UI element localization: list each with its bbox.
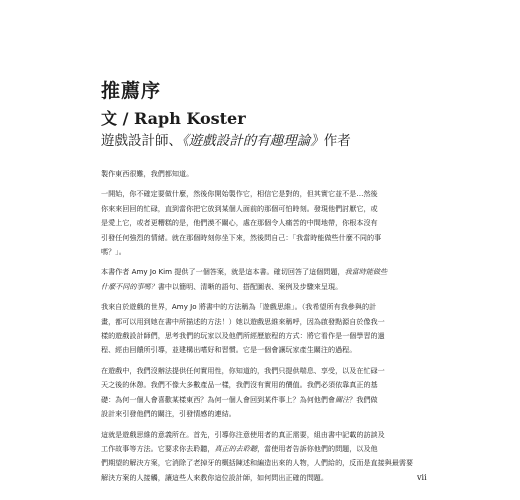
emphasized-text: 什麼不同的事嗎？: [101, 281, 158, 291]
text-line: [101, 378, 423, 392]
text-line: [101, 231, 423, 245]
text-line: [101, 280, 423, 294]
text-run: 嗎？」。: [101, 247, 126, 257]
text-line: [101, 456, 423, 470]
emphasized-text: 我當時能做些: [344, 267, 388, 277]
text-line: [101, 265, 423, 279]
foreword-page: [101, 80, 423, 491]
body-paragraph: [101, 300, 423, 358]
text-run: 引發任何強烈的情緒。就在那個時刻你坐下來，然後問自己：「我當時能做些什麼不同的事: [101, 232, 382, 242]
body-paragraph: [101, 167, 423, 181]
text-run: 樣的遊戲設計師們，思考我們的玩家以及他們所經歷旅程的方式：將它看作是一個學習的過: [101, 331, 385, 341]
text-run: 設計來引發他們的關注，引發情感的連結。: [101, 409, 236, 419]
section-title: 推薦序: [101, 80, 162, 102]
author-byline: 文 / Raph Koster: [101, 109, 246, 128]
body-paragraph: [101, 265, 423, 294]
text-line: [101, 407, 423, 421]
text-line: [101, 167, 423, 181]
text-run: ，當使用者告訴你他們的問題，以及他: [257, 443, 378, 453]
text-run: ？我們做: [349, 394, 378, 404]
text-run: 天之後的休憩。我們不像大多數產品一樣，我們沒有實用的價值。我們必須依靠真正的基: [101, 380, 378, 390]
text-run: 製作東西很難，我們都知道。: [101, 169, 194, 178]
text-line: [101, 442, 423, 456]
text-line: [101, 300, 423, 314]
body-paragraph: [101, 428, 423, 486]
emphasized-text: 關注: [335, 394, 350, 404]
text-run: 程、經由回饋所引導，並建構出嗜好和習慣。它是一個會讓玩家產生關注的過程。: [101, 345, 357, 355]
text-run: 你來來回回的忙碌，直到當你把它放到某個人面前的那個可怕時刻。發現他們討厭它，或: [101, 203, 378, 213]
text-line: [101, 364, 423, 378]
page-number: vii: [417, 473, 427, 482]
text-line: [101, 329, 423, 343]
text-run: 畫，都可以用到她在書中所描述的方法！）她以遊戲思維來稱呼，因為啟發點源自於像我一: [101, 316, 385, 326]
text-run: 一開始，你不確定要做什麼，然後你開始製作它，相信它是對的，但其實它並不是…然後: [101, 189, 378, 199]
text-line: [101, 471, 423, 485]
text-run: 在遊戲中，我們沒辦法提供任何實用性，你知道的，我們只提供喘息、享受，以及在忙碌一: [101, 365, 385, 375]
author-role-prefix: 遊戲設計師、: [101, 133, 182, 149]
text-line: [101, 393, 423, 407]
text-line: [101, 343, 423, 357]
text-line: [101, 315, 423, 329]
text-run: 礎：為何一個人會喜歡某樣東西？為何一個人會回到某件事上？為何他們會: [101, 394, 336, 404]
text-run: 書中以簡明、清晰的語句、搭配圖表、案例及步驟來呈現。: [157, 281, 343, 291]
text-run: 我來自於遊戲的世界，Amy Jo 將書中的方法稱為「遊戲思維」。（我希望所有我參與的計: [101, 302, 377, 312]
body-text: [101, 167, 423, 485]
text-line: [101, 216, 423, 230]
author-role: [101, 132, 423, 150]
text-run: 工作故事等方法。它要求你去聆聽，: [101, 443, 215, 453]
text-run: 解決方案的人接觸，讓這些人來教你這位設計師，如何問出正確的問題。: [101, 472, 328, 482]
text-run: 是愛上它，或者更糟糕的是，他們漠不關心，處在那個令人痛苦的中間地帶，你根本沒有: [101, 218, 378, 228]
body-paragraph: [101, 187, 423, 259]
text-line: [101, 187, 423, 201]
author-role-suffix: 作者: [323, 133, 351, 149]
text-line: [101, 202, 423, 216]
text-run: 這就是遊戲思維的意義所在。首先，引導你注意使用者的真正需要，組由書中記載的訪談及: [101, 429, 385, 439]
emphasized-text: 真正的去聆聽: [214, 443, 258, 453]
book-title: 《遊戲設計的有趣理論》: [182, 133, 324, 149]
text-line: [101, 428, 423, 442]
text-line: [101, 245, 423, 259]
text-run: 本書作者 Amy Jo Kim 提供了一個答案，就是這本書。確切回答了這個問題，: [101, 267, 345, 277]
body-paragraph: [101, 364, 423, 422]
text-run: 們期望的解決方案，它消除了老掉牙的概括陳述和編造出來的人物，人們給的，反而是直接與最需要: [101, 458, 414, 468]
